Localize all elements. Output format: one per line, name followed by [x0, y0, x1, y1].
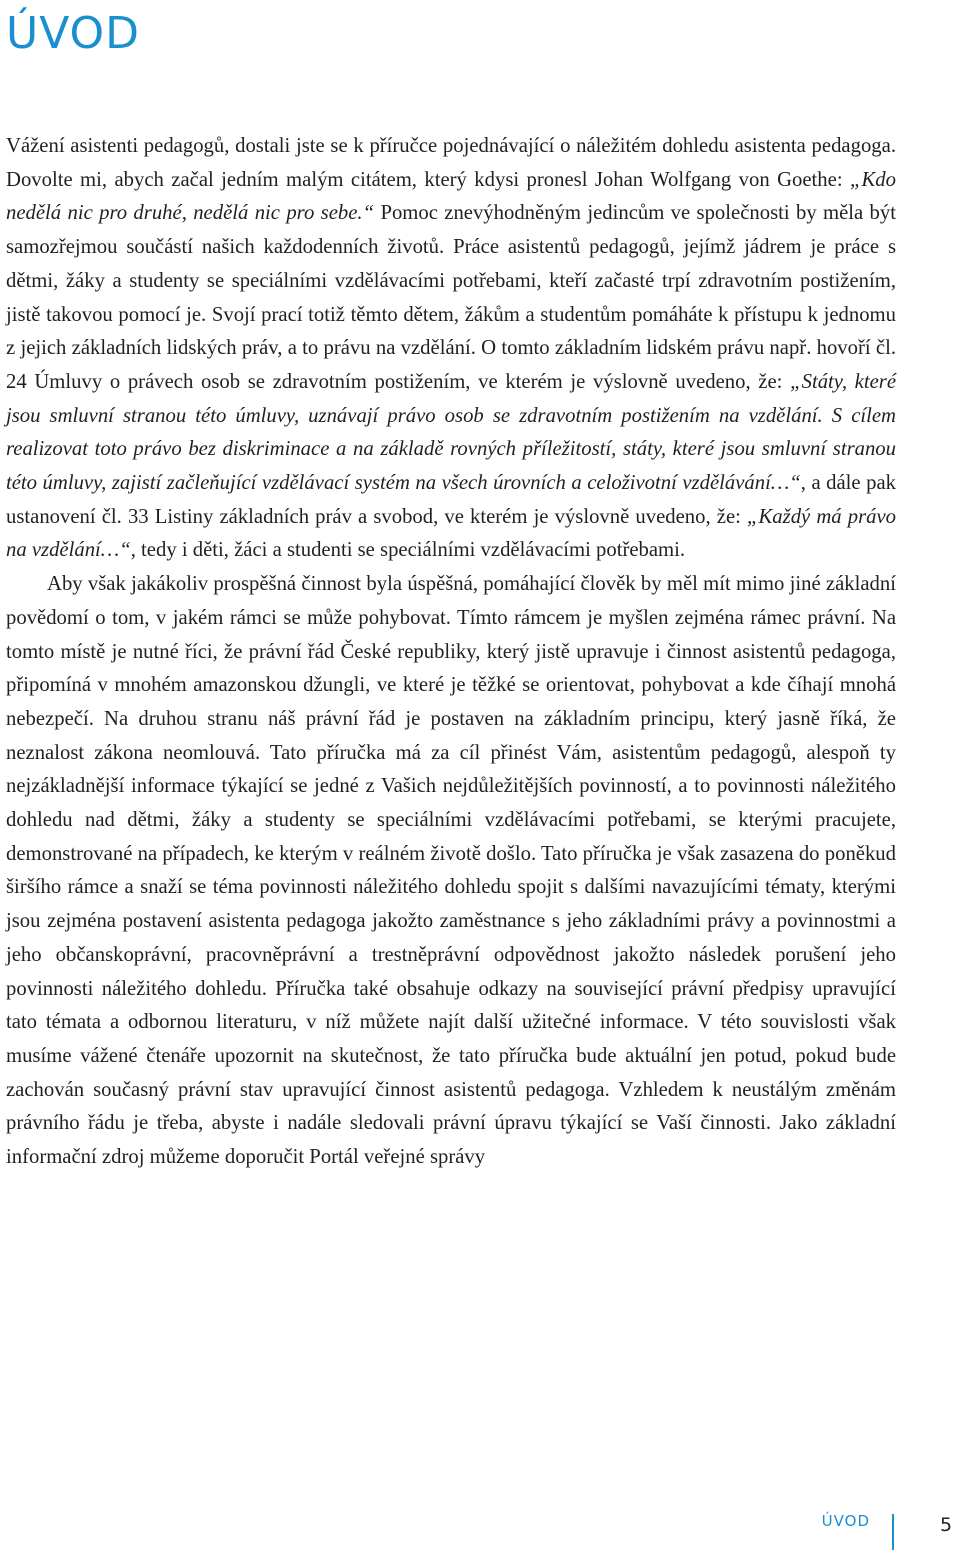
paragraph-text: Vážení asistenti pedagogů, dostali jste se k příručce pojednávající o náležitém dohledu asistenta pedagoga. Dovolte mi, abych začal jedním malým citátem, který kdysi pronesl Johan Wolfgang von Goethe:	[6, 135, 896, 191]
body-text	[6, 130, 896, 1175]
footer-section-label: ÚVOD	[821, 1512, 870, 1530]
paragraph-text: Pomoc znevýhodněným jedincům ve společnosti by měla být samozřejmou součástí našich každodenních životů. Práce asistentů pedagogů, jejímž jádrem je práce s dětmi, žáky a studenty se speciálními vzdělávacími potřebami, kteří začasté trpí zdravotním postižením, jistě takovou pomocí je. Svojí prací totiž těmto dětem, žákům a studentům pomáháte k přístupu k jednomu z jejich základních lidských práv, a to právu na vzdělání. O tomto základním lidském právu např. hovoří čl. 24 Úmluvy o právech osob se zdravotním postižením, ve kterém je výslovně uvedeno, že:	[6, 202, 896, 393]
charter-quote: „Každý má právo na vzdělání…“	[6, 505, 896, 562]
goethe-quote: „Kdo nedělá nic pro druhé, nedělá nic pro sebe.“	[6, 168, 896, 225]
footer-divider	[892, 1514, 894, 1550]
paragraph-intro	[6, 130, 896, 568]
paragraph-text: , tedy i děti, žáci a studenti se speciálními vzdělávacími potřebami.	[130, 539, 686, 562]
page-number: 5	[940, 1514, 953, 1536]
page-title: ÚVOD	[6, 8, 141, 59]
paragraph-text: , a dále pak ustanovení čl. 33 Listiny základních práv a svobod, ve kterém je výslovně uvedeno, že:	[6, 472, 896, 528]
convention-quote: „Státy, které jsou smluvní stranou této úmluvy, uznávají právo osob se zdravotním postižením na vzdělání. S cílem realizovat toto právo bez diskriminace a na základě rovných příležitostí, státy, které jsou smluvní stranou této úmluvy, zajistí začleňující vzdělávací systém na všech úrovních a celoživotní vzdělávání…“	[6, 370, 897, 495]
paragraph-legal-framework: Aby však jakákoliv prospěšná činnost byla úspěšná, pomáhající člověk by měl mít mimo jiné základní povědomí o tom, v jakém rámci se může pohybovat. Tímto rámcem je myšlen zejména rámec právní. Na tomto místě je nutné říci, že právní řád České republiky, který jistě upravuje i činnost asistentů pedagoga, připomíná v mnohém amazonskou džungli, ve které je těžké se orientovat, pohybovat a kde číhají mnohá nebezpečí. Na druhou stranu náš právní řád je postaven na základním principu, který jasně říká, že neznalost zákona neomlouvá. Tato příručka má za cíl přinést Vám, asistentům pedagogů, alespoň ty nejzákladnější informace týkající se jedné z Vašich nejdůležitějších povinností, a to povinnosti náležitého dohledu nad dětmi, žáky a studenty se speciálními vzdělávacími potřebami, se kterými pracujete, demonstrované na případech, ke kterým v reálném životě došlo. Tato příručka je však zasazena do poněkud širšího rámce a snaží se téma povinnosti náležitého dohledu spojit s dalšími navazujícími tématy, kterými jsou zejména postavení asistenta pedagoga jakožto zaměstnance s jeho základními právy a povinnostmi a jeho občanskoprávní, pracovněprávní a trestněprávní odpovědnost jakožto následek porušení jeho povinnosti náležitého dohledu. Příručka také obsahuje odkazy na související právní předpisy upravující tato témata a odbornou literaturu, v níž můžete najít další užitečné informace. V této souvislosti však musíme vážené čtenáře upozornit na skutečnost, že tato příručka bude aktuální jen potud, pokud bude zachován současný právní stav upravující činnost asistentů pedagoga. Vzhledem k neustálým změnám právního řádu je třeba, abyste i nadále sledovali právní úpravu týkající se Vaší činnosti. Jako základní informační zdroj můžeme doporučit Portál veřejné správy	[6, 573, 896, 1169]
